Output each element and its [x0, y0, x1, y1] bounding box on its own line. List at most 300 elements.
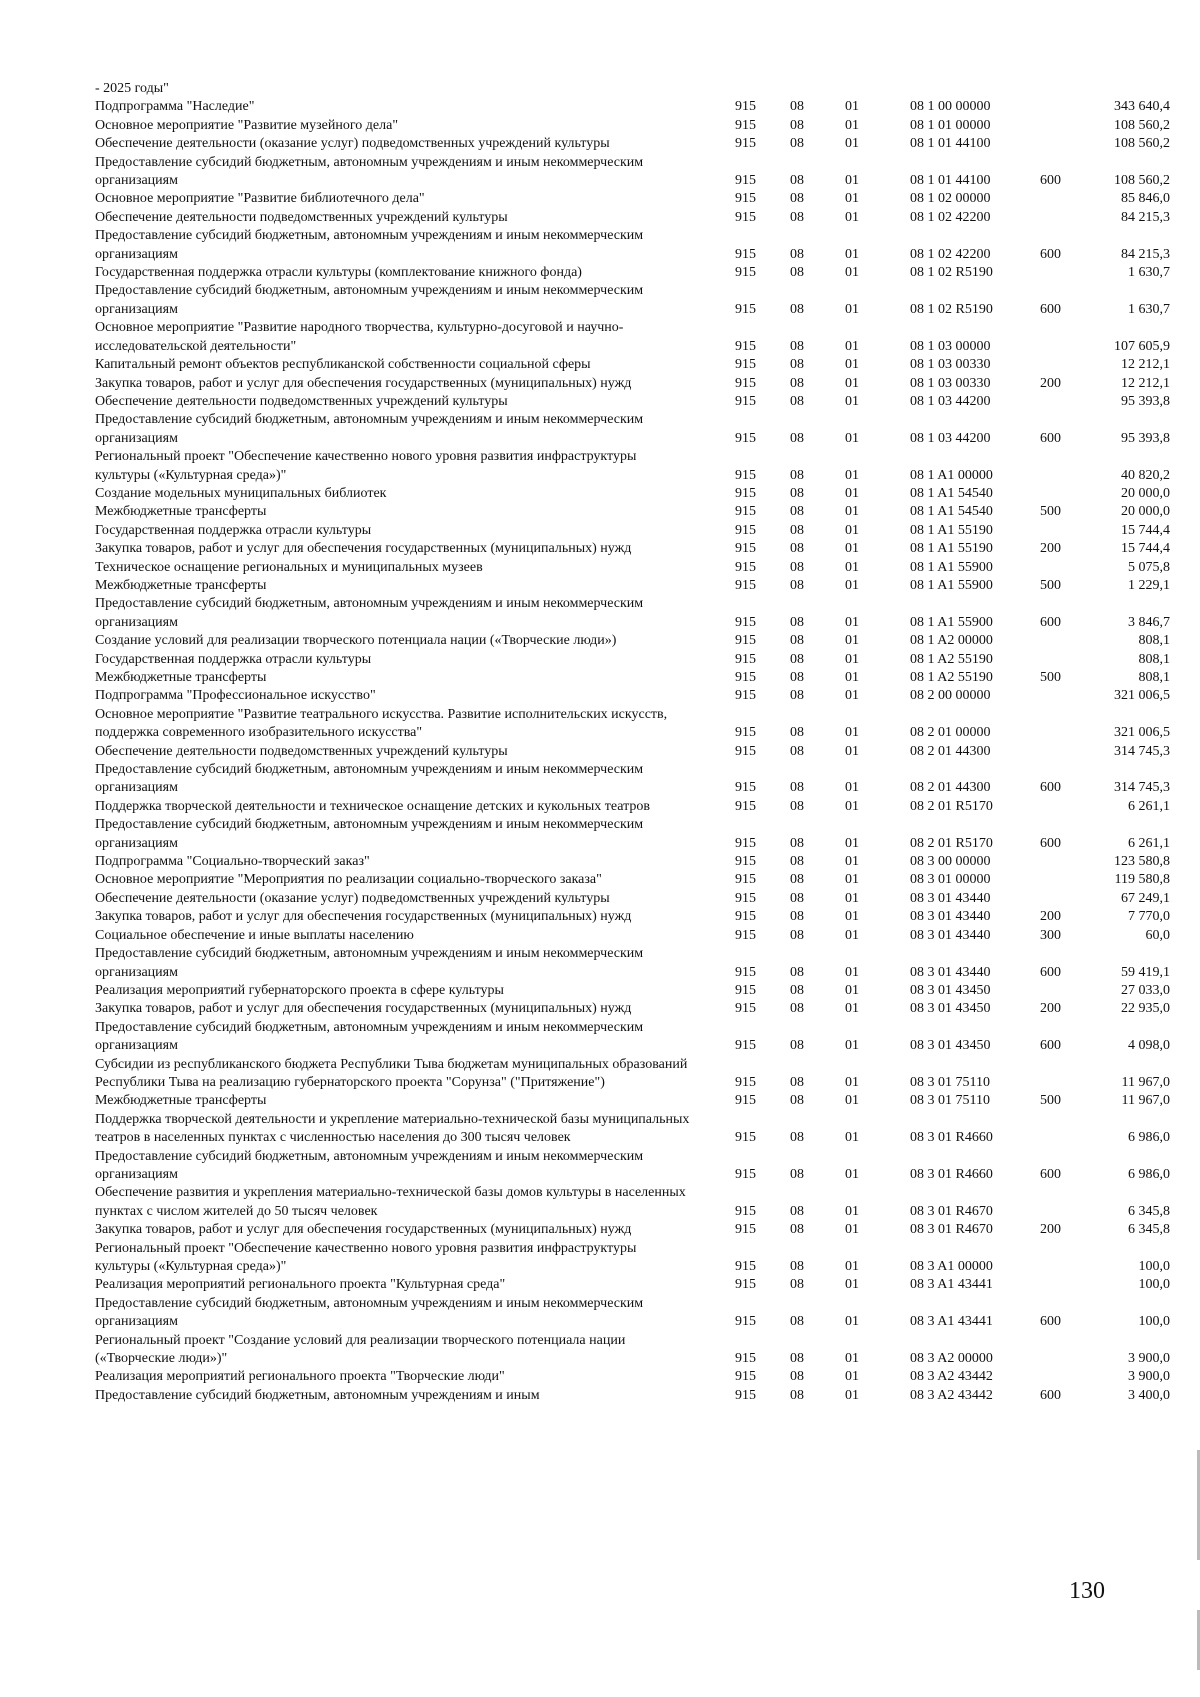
row-podrazdel: 01 — [845, 1130, 859, 1146]
row-podrazdel: 01 — [845, 780, 859, 796]
row-amount: 95 393,8 — [1121, 393, 1170, 409]
row-name: Закупка товаров, работ и услуг для обеспечения государственных (муниципальных) нужд — [95, 1001, 632, 1017]
row-amount: 4 098,0 — [1128, 1038, 1170, 1054]
row-razdel: 08 — [790, 357, 804, 373]
table-row — [95, 1240, 1170, 1277]
row-podrazdel: 01 — [845, 1093, 859, 1109]
table-row — [95, 669, 1170, 687]
row-podrazdel: 01 — [845, 522, 859, 538]
row-razdel: 08 — [790, 522, 804, 538]
row-grbs: 915 — [735, 1277, 756, 1293]
row-amount: 314 745,3 — [1114, 780, 1170, 796]
row-target-article: 08 1 03 00000 — [910, 338, 991, 354]
table-row — [95, 117, 1170, 135]
row-target-article: 08 1 02 42200 — [910, 209, 991, 225]
row-amount: 100,0 — [1138, 1314, 1170, 1330]
row-grbs: 915 — [735, 430, 756, 446]
row-expense-type: 200 — [1040, 1001, 1061, 1017]
row-razdel: 08 — [790, 614, 804, 630]
budget-table — [95, 80, 1170, 1405]
row-name: Межбюджетные трансферты — [95, 1093, 267, 1109]
row-target-article: 08 1 A1 55900 — [910, 577, 993, 593]
row-podrazdel: 01 — [845, 577, 859, 593]
row-podrazdel: 01 — [845, 375, 859, 391]
table-row — [95, 982, 1170, 1000]
row-name: Государственная поддержка отрасли культуры (комплектование книжного фонда) — [95, 265, 582, 281]
table-row — [95, 908, 1170, 926]
row-podrazdel: 01 — [845, 854, 859, 870]
row-razdel: 08 — [790, 872, 804, 888]
row-expense-type: 500 — [1040, 577, 1061, 593]
row-name: Поддержка творческой деятельности и техническое оснащение детских и кукольных театров — [95, 798, 651, 814]
row-target-article: 08 1 03 44200 — [910, 393, 991, 409]
row-name: Поддержка творческой деятельности и укрепление материально-технической базы муниципальных театров в населенных пунктах с численностью населения до 300 тысяч человек — [95, 1111, 690, 1146]
row-grbs: 915 — [735, 1369, 756, 1385]
row-podrazdel: 01 — [845, 173, 859, 189]
row-name: Предоставление субсидий бюджетным, автономным учреждениям и иным некоммерческим организациям — [95, 1019, 644, 1054]
row-razdel: 08 — [790, 1277, 804, 1293]
table-row — [95, 871, 1170, 889]
row-podrazdel: 01 — [845, 1074, 859, 1090]
row-expense-type: 200 — [1040, 1222, 1061, 1238]
row-grbs: 915 — [735, 1074, 756, 1090]
row-target-article: 08 1 00 00000 — [910, 99, 991, 115]
row-amount: 808,1 — [1138, 651, 1170, 667]
row-amount: 314 745,3 — [1114, 743, 1170, 759]
row-name: Межбюджетные трансферты — [95, 577, 267, 593]
row-razdel: 08 — [790, 541, 804, 557]
row-razdel: 08 — [790, 1203, 804, 1219]
row-amount: 6 345,8 — [1128, 1203, 1170, 1219]
table-row — [95, 393, 1170, 411]
row-grbs: 915 — [735, 1203, 756, 1219]
row-amount: 11 967,0 — [1121, 1074, 1170, 1090]
row-razdel: 08 — [790, 485, 804, 501]
row-razdel: 08 — [790, 982, 804, 998]
row-podrazdel: 01 — [845, 301, 859, 317]
row-grbs: 915 — [735, 1314, 756, 1330]
row-expense-type: 600 — [1040, 246, 1061, 262]
row-amount: 808,1 — [1138, 633, 1170, 649]
row-grbs: 915 — [735, 1222, 756, 1238]
row-amount: 6 261,1 — [1128, 798, 1170, 814]
row-razdel: 08 — [790, 633, 804, 649]
table-row — [95, 1000, 1170, 1018]
row-expense-type: 500 — [1040, 670, 1061, 685]
row-razdel: 08 — [790, 780, 804, 796]
row-razdel: 08 — [790, 1222, 804, 1238]
row-target-article: 08 1 A1 55190 — [910, 541, 993, 557]
row-expense-type: 600 — [1040, 430, 1061, 446]
row-razdel: 08 — [790, 725, 804, 741]
table-row — [95, 98, 1170, 116]
row-amount: 6 261,1 — [1128, 835, 1170, 851]
table-row — [95, 798, 1170, 816]
row-target-article: 08 1 01 44100 — [910, 173, 991, 189]
row-target-article: 08 3 01 43450 — [910, 1038, 991, 1054]
row-podrazdel: 01 — [845, 541, 859, 557]
row-razdel: 08 — [790, 504, 804, 520]
row-name: Основное мероприятие "Мероприятия по реализации социально-творческого заказа" — [95, 872, 602, 888]
row-target-article: 08 3 01 R4660 — [910, 1130, 993, 1146]
row-name: Основное мероприятие "Развитие театрального искусства. Развитие исполнительских искусств, поддержка современного изобразительного искусства" — [95, 706, 668, 741]
row-amount: 40 820,2 — [1121, 467, 1170, 483]
row-target-article: 08 3 A2 00000 — [910, 1351, 993, 1367]
row-podrazdel: 01 — [845, 467, 859, 483]
row-razdel: 08 — [790, 99, 804, 115]
row-amount: 107 605,9 — [1114, 338, 1170, 354]
row-grbs: 915 — [735, 1259, 756, 1274]
row-name: Обеспечение деятельности (оказание услуг) подведомственных учреждений культуры — [95, 136, 610, 152]
row-expense-type: 600 — [1040, 1166, 1061, 1182]
row-razdel: 08 — [790, 375, 804, 391]
row-grbs: 915 — [735, 467, 756, 483]
row-podrazdel: 01 — [845, 485, 859, 501]
row-target-article: 08 1 A2 55190 — [910, 651, 993, 667]
row-grbs: 915 — [735, 780, 756, 796]
row-expense-type: 200 — [1040, 909, 1061, 925]
row-podrazdel: 01 — [845, 982, 859, 998]
row-podrazdel: 01 — [845, 209, 859, 225]
row-grbs: 915 — [735, 670, 756, 685]
row-razdel: 08 — [790, 670, 804, 685]
row-amount: 7 770,0 — [1128, 909, 1170, 925]
table-row — [95, 356, 1170, 374]
row-target-article: 08 3 01 43450 — [910, 1001, 991, 1017]
row-podrazdel: 01 — [845, 504, 859, 520]
row-amount: 60,0 — [1145, 927, 1170, 943]
row-amount: 108 560,2 — [1114, 173, 1170, 189]
row-target-article: 08 1 03 00330 — [910, 375, 991, 391]
row-name: Обеспечение деятельности подведомственных учреждений культуры — [95, 743, 508, 759]
row-amount: 22 935,0 — [1121, 1001, 1170, 1017]
row-amount: 20 000,0 — [1121, 504, 1170, 520]
row-podrazdel: 01 — [845, 559, 859, 575]
row-name: Предоставление субсидий бюджетным, автономным учреждениям и иным некоммерческим организациям — [95, 817, 644, 851]
row-target-article: 08 2 01 R5170 — [910, 798, 993, 814]
row-podrazdel: 01 — [845, 1259, 859, 1274]
row-target-article: 08 3 01 43440 — [910, 927, 991, 943]
row-amount: 108 560,2 — [1114, 136, 1170, 152]
row-name: Техническое оснащение региональных и муниципальных музеев — [95, 559, 483, 575]
row-amount: 123 580,8 — [1114, 854, 1170, 870]
row-grbs: 915 — [735, 854, 756, 870]
row-razdel: 08 — [790, 246, 804, 262]
row-name: Закупка товаров, работ и услуг для обеспечения государственных (муниципальных) нужд — [95, 375, 632, 391]
row-target-article: 08 1 A1 00000 — [910, 467, 993, 483]
row-podrazdel: 01 — [845, 743, 859, 759]
row-razdel: 08 — [790, 1093, 804, 1109]
row-target-article: 08 3 01 75110 — [910, 1074, 990, 1090]
table-row — [95, 1019, 1170, 1056]
row-razdel: 08 — [790, 191, 804, 207]
table-row — [95, 1368, 1170, 1386]
row-expense-type: 600 — [1040, 614, 1061, 630]
table-row — [95, 227, 1170, 264]
row-grbs: 915 — [735, 375, 756, 391]
row-grbs: 915 — [735, 117, 756, 133]
row-target-article: 08 2 01 44300 — [910, 743, 991, 759]
row-razdel: 08 — [790, 835, 804, 851]
row-razdel: 08 — [790, 265, 804, 281]
row-grbs: 915 — [735, 246, 756, 262]
row-name: Субсидии из республиканского бюджета Республики Тыва бюджетам муниципальных образований Республики Тыва на реализацию губернаторского проекта "Сорунза" ("Притяжение") — [95, 1056, 688, 1090]
row-target-article: 08 1 02 00000 — [910, 191, 991, 207]
row-grbs: 915 — [735, 301, 756, 317]
row-name: Подпрограмма "Профессиональное искусство" — [95, 688, 376, 704]
row-podrazdel: 01 — [845, 1038, 859, 1054]
row-grbs: 915 — [735, 1093, 756, 1109]
row-grbs: 915 — [735, 688, 756, 704]
row-name: Региональный проект "Создание условий для реализации творческого потенциала нации («Творческие люди»)" — [95, 1332, 626, 1367]
table-row — [95, 503, 1170, 521]
row-podrazdel: 01 — [845, 688, 859, 704]
table-row — [95, 485, 1170, 503]
row-target-article: 08 2 00 00000 — [910, 688, 991, 704]
row-podrazdel: 01 — [845, 191, 859, 207]
row-podrazdel: 01 — [845, 1387, 859, 1403]
row-expense-type: 500 — [1040, 1093, 1061, 1109]
row-name: Реализация мероприятий губернаторского проекта в сфере культуры — [95, 982, 504, 998]
row-name: Подпрограмма "Социально-творческий заказ" — [95, 854, 370, 870]
row-target-article: 08 3 A2 43442 — [910, 1387, 993, 1403]
row-name: Предоставление субсидий бюджетным, автономным учреждениям и иным некоммерческим организациям — [95, 1295, 644, 1330]
row-grbs: 915 — [735, 173, 756, 189]
row-grbs: 915 — [735, 1351, 756, 1367]
row-amount: 84 215,3 — [1121, 209, 1170, 225]
row-expense-type: 500 — [1040, 504, 1061, 520]
table-row — [95, 1295, 1170, 1332]
row-razdel: 08 — [790, 1369, 804, 1385]
row-grbs: 915 — [735, 1038, 756, 1054]
row-target-article: 08 3 01 R4670 — [910, 1222, 993, 1238]
row-amount: 1 630,7 — [1128, 301, 1170, 317]
row-podrazdel: 01 — [845, 670, 859, 685]
table-row — [95, 853, 1170, 871]
row-grbs: 915 — [735, 614, 756, 630]
row-target-article: 08 3 A1 43441 — [910, 1314, 993, 1330]
row-podrazdel: 01 — [845, 246, 859, 262]
row-expense-type: 600 — [1040, 1314, 1061, 1330]
row-podrazdel: 01 — [845, 872, 859, 888]
row-podrazdel: 01 — [845, 964, 859, 980]
row-name: Государственная поддержка отрасли культуры — [95, 522, 372, 538]
row-name: Предоставление субсидий бюджетным, автономным учреждениям и иным некоммерческим организациям — [95, 228, 644, 262]
row-razdel: 08 — [790, 393, 804, 409]
table-row — [95, 1221, 1170, 1239]
row-podrazdel: 01 — [845, 1351, 859, 1367]
row-grbs: 915 — [735, 522, 756, 538]
row-razdel: 08 — [790, 909, 804, 925]
row-razdel: 08 — [790, 338, 804, 354]
row-amount: 343 640,4 — [1114, 99, 1170, 115]
table-row — [95, 448, 1170, 485]
row-target-article: 08 3 A2 43442 — [910, 1369, 993, 1385]
row-target-article: 08 3 01 R4670 — [910, 1203, 993, 1219]
row-razdel: 08 — [790, 173, 804, 189]
row-razdel: 08 — [790, 577, 804, 593]
table-row — [95, 1184, 1170, 1221]
row-razdel: 08 — [790, 1166, 804, 1182]
table-row — [95, 1276, 1170, 1294]
table-row — [95, 1387, 1170, 1405]
row-grbs: 915 — [735, 798, 756, 814]
table-row — [95, 706, 1170, 743]
row-target-article: 08 3 01 00000 — [910, 872, 991, 888]
row-podrazdel: 01 — [845, 835, 859, 851]
row-grbs: 915 — [735, 541, 756, 557]
row-razdel: 08 — [790, 559, 804, 575]
row-target-article: 08 1 A1 54540 — [910, 504, 993, 520]
row-podrazdel: 01 — [845, 633, 859, 649]
table-row — [95, 1332, 1170, 1369]
row-razdel: 08 — [790, 117, 804, 133]
row-target-article: 08 2 01 00000 — [910, 725, 991, 741]
row-grbs: 915 — [735, 393, 756, 409]
row-grbs: 915 — [735, 265, 756, 281]
table-row — [95, 743, 1170, 761]
row-target-article: 08 1 02 42200 — [910, 246, 991, 262]
row-amount: 20 000,0 — [1121, 485, 1170, 501]
row-amount: 6 986,0 — [1128, 1166, 1170, 1182]
row-razdel: 08 — [790, 890, 804, 906]
row-amount: 3 900,0 — [1128, 1369, 1170, 1385]
row-grbs: 915 — [735, 1001, 756, 1017]
row-podrazdel: 01 — [845, 1166, 859, 1182]
table-row — [95, 761, 1170, 798]
row-amount: 85 846,0 — [1121, 191, 1170, 207]
row-target-article: 08 3 01 75110 — [910, 1093, 990, 1109]
row-razdel: 08 — [790, 688, 804, 704]
row-target-article: 08 1 01 00000 — [910, 117, 991, 133]
row-grbs: 915 — [735, 99, 756, 115]
row-grbs: 915 — [735, 357, 756, 373]
row-name: Предоставление субсидий бюджетным, автономным учреждениям и иным некоммерческим организациям — [95, 412, 644, 446]
row-razdel: 08 — [790, 964, 804, 980]
row-podrazdel: 01 — [845, 1314, 859, 1330]
table-row — [95, 540, 1170, 558]
table-row — [95, 945, 1170, 982]
row-razdel: 08 — [790, 136, 804, 152]
row-name: Предоставление субсидий бюджетным, автономным учреждениям и иным некоммерческим организациям — [95, 154, 644, 189]
row-grbs: 915 — [735, 633, 756, 649]
row-podrazdel: 01 — [845, 1203, 859, 1219]
row-name: Создание модельных муниципальных библиотек — [95, 485, 387, 501]
row-amount: 100,0 — [1138, 1277, 1170, 1293]
table-row — [95, 375, 1170, 393]
row-expense-type: 600 — [1040, 964, 1061, 980]
row-razdel: 08 — [790, 1314, 804, 1330]
row-target-article: 08 1 02 R5190 — [910, 301, 993, 317]
row-amount: 1 229,1 — [1128, 577, 1170, 593]
table-row — [95, 282, 1170, 319]
row-target-article: 08 1 03 00330 — [910, 357, 991, 373]
row-podrazdel: 01 — [845, 890, 859, 906]
row-razdel: 08 — [790, 927, 804, 943]
row-name: Предоставление субсидий бюджетным, автономным учреждениям и иным некоммерческим организациям — [95, 1148, 644, 1182]
row-amount: 15 744,4 — [1121, 541, 1170, 557]
row-name: Предоставление субсидий бюджетным, автономным учреждениям и иным некоммерческим организациям — [95, 762, 644, 796]
row-grbs: 915 — [735, 872, 756, 888]
row-grbs: 915 — [735, 1166, 756, 1182]
row-target-article: 08 1 A1 55900 — [910, 614, 993, 630]
row-target-article: 08 3 01 43440 — [910, 909, 991, 925]
row-amount: 6 345,8 — [1128, 1222, 1170, 1238]
row-razdel: 08 — [790, 1130, 804, 1146]
row-target-article: 08 1 01 44100 — [910, 136, 991, 152]
table-row — [95, 577, 1170, 595]
row-amount: 67 249,1 — [1121, 890, 1170, 906]
row-amount: 5 075,8 — [1128, 559, 1170, 575]
table-row — [95, 190, 1170, 208]
row-razdel: 08 — [790, 1259, 804, 1274]
row-name: Реализация мероприятий регионального проекта "Культурная среда" — [95, 1277, 506, 1293]
table-row — [95, 209, 1170, 227]
row-podrazdel: 01 — [845, 725, 859, 741]
row-grbs: 915 — [735, 743, 756, 759]
table-row — [95, 687, 1170, 705]
table-row — [95, 264, 1170, 282]
row-name: Обеспечение деятельности подведомственных учреждений культуры — [95, 393, 508, 409]
table-row — [95, 1092, 1170, 1110]
row-target-article: 08 3 00 00000 — [910, 854, 991, 870]
row-podrazdel: 01 — [845, 798, 859, 814]
row-grbs: 915 — [735, 209, 756, 225]
row-amount: 321 006,5 — [1114, 725, 1170, 741]
table-row — [95, 411, 1170, 448]
row-razdel: 08 — [790, 798, 804, 814]
row-podrazdel: 01 — [845, 1369, 859, 1385]
table-row — [95, 816, 1170, 853]
row-podrazdel: 01 — [845, 909, 859, 925]
row-amount: 27 033,0 — [1121, 982, 1170, 998]
row-amount: 3 900,0 — [1128, 1351, 1170, 1367]
row-amount: 321 006,5 — [1114, 688, 1170, 704]
row-target-article: 08 1 03 44200 — [910, 430, 991, 446]
row-expense-type: 200 — [1040, 541, 1061, 557]
row-podrazdel: 01 — [845, 1222, 859, 1238]
row-grbs: 915 — [735, 504, 756, 520]
table-row — [95, 80, 1145, 98]
row-grbs: 915 — [735, 136, 756, 152]
row-expense-type: 300 — [1040, 927, 1061, 943]
table-row — [95, 1111, 1170, 1148]
row-grbs: 915 — [735, 927, 756, 943]
row-target-article: 08 3 01 43440 — [910, 890, 991, 906]
row-grbs: 915 — [735, 577, 756, 593]
row-podrazdel: 01 — [845, 265, 859, 281]
table-row — [95, 559, 1170, 577]
row-grbs: 915 — [735, 890, 756, 906]
row-target-article: 08 3 A1 43441 — [910, 1277, 993, 1293]
row-podrazdel: 01 — [845, 338, 859, 354]
row-name: Социальное обеспечение и иные выплаты населению — [95, 927, 414, 943]
row-podrazdel: 01 — [845, 117, 859, 133]
table-row — [95, 595, 1170, 632]
table-row — [95, 632, 1170, 650]
row-target-article: 08 2 01 R5170 — [910, 835, 993, 851]
row-name: Предоставление субсидий бюджетным, автономным учреждениям и иным некоммерческим организациям — [95, 596, 644, 630]
row-grbs: 915 — [735, 1387, 756, 1403]
row-amount: 119 580,8 — [1114, 872, 1170, 888]
row-name: Основное мероприятие "Развитие музейного дела" — [95, 117, 399, 133]
row-name: Межбюджетные трансферты — [95, 670, 267, 685]
row-name: Обеспечение развития и укрепления материально-технической базы домов культуры в населенных пунктах с числом жителей до 50 тысяч человек — [95, 1185, 686, 1219]
table-row — [95, 651, 1170, 669]
row-target-article: 08 3 A1 00000 — [910, 1259, 993, 1274]
row-razdel: 08 — [790, 1387, 804, 1403]
row-amount: 11 967,0 — [1121, 1093, 1170, 1109]
